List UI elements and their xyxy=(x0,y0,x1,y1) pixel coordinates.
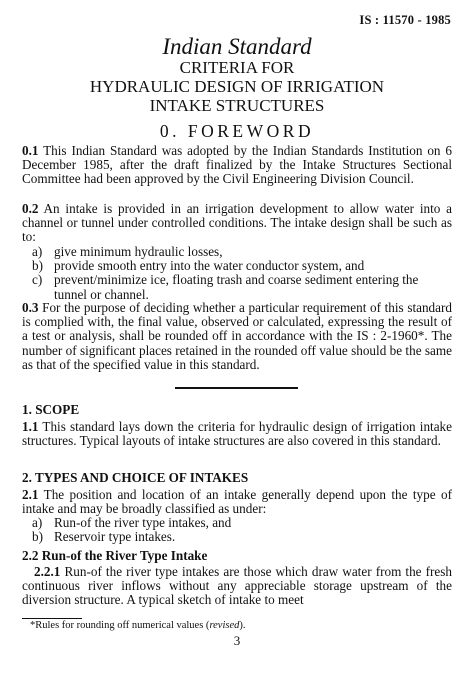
clause-number: 2.2 xyxy=(22,548,39,563)
indian-standard-heading: Indian Standard xyxy=(162,34,312,59)
list-item xyxy=(32,516,452,530)
list-item xyxy=(32,245,452,259)
paragraph-1-1 xyxy=(22,420,452,448)
list-item-label: a) xyxy=(32,515,43,530)
clause-text: An intake is provided in an irrigation development to allow water into a channel or tunnel under controlled conditions. The intake design shall be such as to: xyxy=(22,201,452,245)
clause-number: 2.1 xyxy=(22,487,39,502)
list-item-text: Reservoir type intakes. xyxy=(54,529,176,545)
clause-number: 2.2.1 xyxy=(34,564,61,579)
paragraph-0-3 xyxy=(22,301,452,372)
clause-text: This standard lays down the criteria for hydraulic design of irrigation intake structures. Typical layouts of intake structures are also covered in this standard. xyxy=(22,419,452,449)
standard-number: IS : 11570 - 1985 xyxy=(359,13,451,27)
paragraph-0-1 xyxy=(22,144,452,187)
list-item-text: give minimum hydraulic losses, xyxy=(54,244,223,259)
title-line-1: CRITERIA FOR xyxy=(179,58,295,77)
footnote-text: *Rules for rounding off numerical values ( xyxy=(30,620,210,631)
clause-text: Run-of the river type intakes are those which draw water from the fresh continuous river inflows without any appreciable storage upstream of the diversion structure. A typical sketch of intake to meet xyxy=(22,564,452,608)
list-2-1 xyxy=(32,516,452,544)
list-item-text: Run-of the river type intakes, and xyxy=(54,515,232,530)
clause-text: This Indian Standard was adopted by the Indian Standards Institution on 6 December 1985, after the draft finalized by the Intake Structures Sectional Committee had been approved by the Civil Engineering Division Council. xyxy=(22,143,452,187)
section-divider xyxy=(175,387,298,389)
title-line-2: HYDRAULIC DESIGN OF IRRIGATION xyxy=(89,77,385,96)
footnote-italic: revised xyxy=(209,620,240,631)
paragraph-0-2 xyxy=(22,202,452,245)
subsection-2-2-heading xyxy=(22,549,452,563)
scope-heading: 1. SCOPE xyxy=(22,402,80,417)
list-item-text: provide smooth entry into the water conductor system, and xyxy=(54,258,365,274)
document-title xyxy=(0,58,474,115)
clause-number: 0.3 xyxy=(22,300,39,315)
list-item-text: prevent/minimize ice, floating trash and coarse sediment entering the tunnel or channel. xyxy=(54,272,419,302)
list-item-label: b) xyxy=(32,258,43,274)
clause-number: 0.2 xyxy=(22,201,39,216)
clause-text: For the purpose of deciding whether a particular requirement of this standard is complied with, the final value, observed or calculated, expressing the result of a test or analysis, shall be rounded off in accordance with the IS : 2-1960*. The number of significant places retained in the rounded off value should be the same as that of the specified value in this standard. xyxy=(22,300,452,372)
clause-number: 1.1 xyxy=(22,419,39,434)
footnote-rule xyxy=(22,618,82,619)
list-item xyxy=(32,259,452,273)
list-item xyxy=(32,273,452,301)
list-0-2 xyxy=(32,245,452,302)
page-number: 3 xyxy=(233,633,241,648)
paragraph-2-1 xyxy=(22,488,452,516)
list-item-label: b) xyxy=(32,529,43,545)
subsection-title: Run-of the River Type Intake xyxy=(38,548,208,563)
list-item-label: a) xyxy=(32,244,43,259)
footnote-end: ). xyxy=(239,620,246,631)
list-item-label: c) xyxy=(32,272,43,288)
list-item xyxy=(32,530,452,544)
paragraph-2-2-1 xyxy=(22,565,452,608)
clause-text: The position and location of an intake generally depend upon the type of intake and may be broadly classified as under: xyxy=(22,487,452,517)
clause-number: 0.1 xyxy=(22,143,39,158)
types-heading: 2. TYPES AND CHOICE OF INTAKES xyxy=(22,470,249,485)
footnote xyxy=(30,620,246,631)
foreword-heading: 0. FOREWORD xyxy=(159,121,315,141)
title-line-3: INTAKE STRUCTURES xyxy=(149,96,325,115)
